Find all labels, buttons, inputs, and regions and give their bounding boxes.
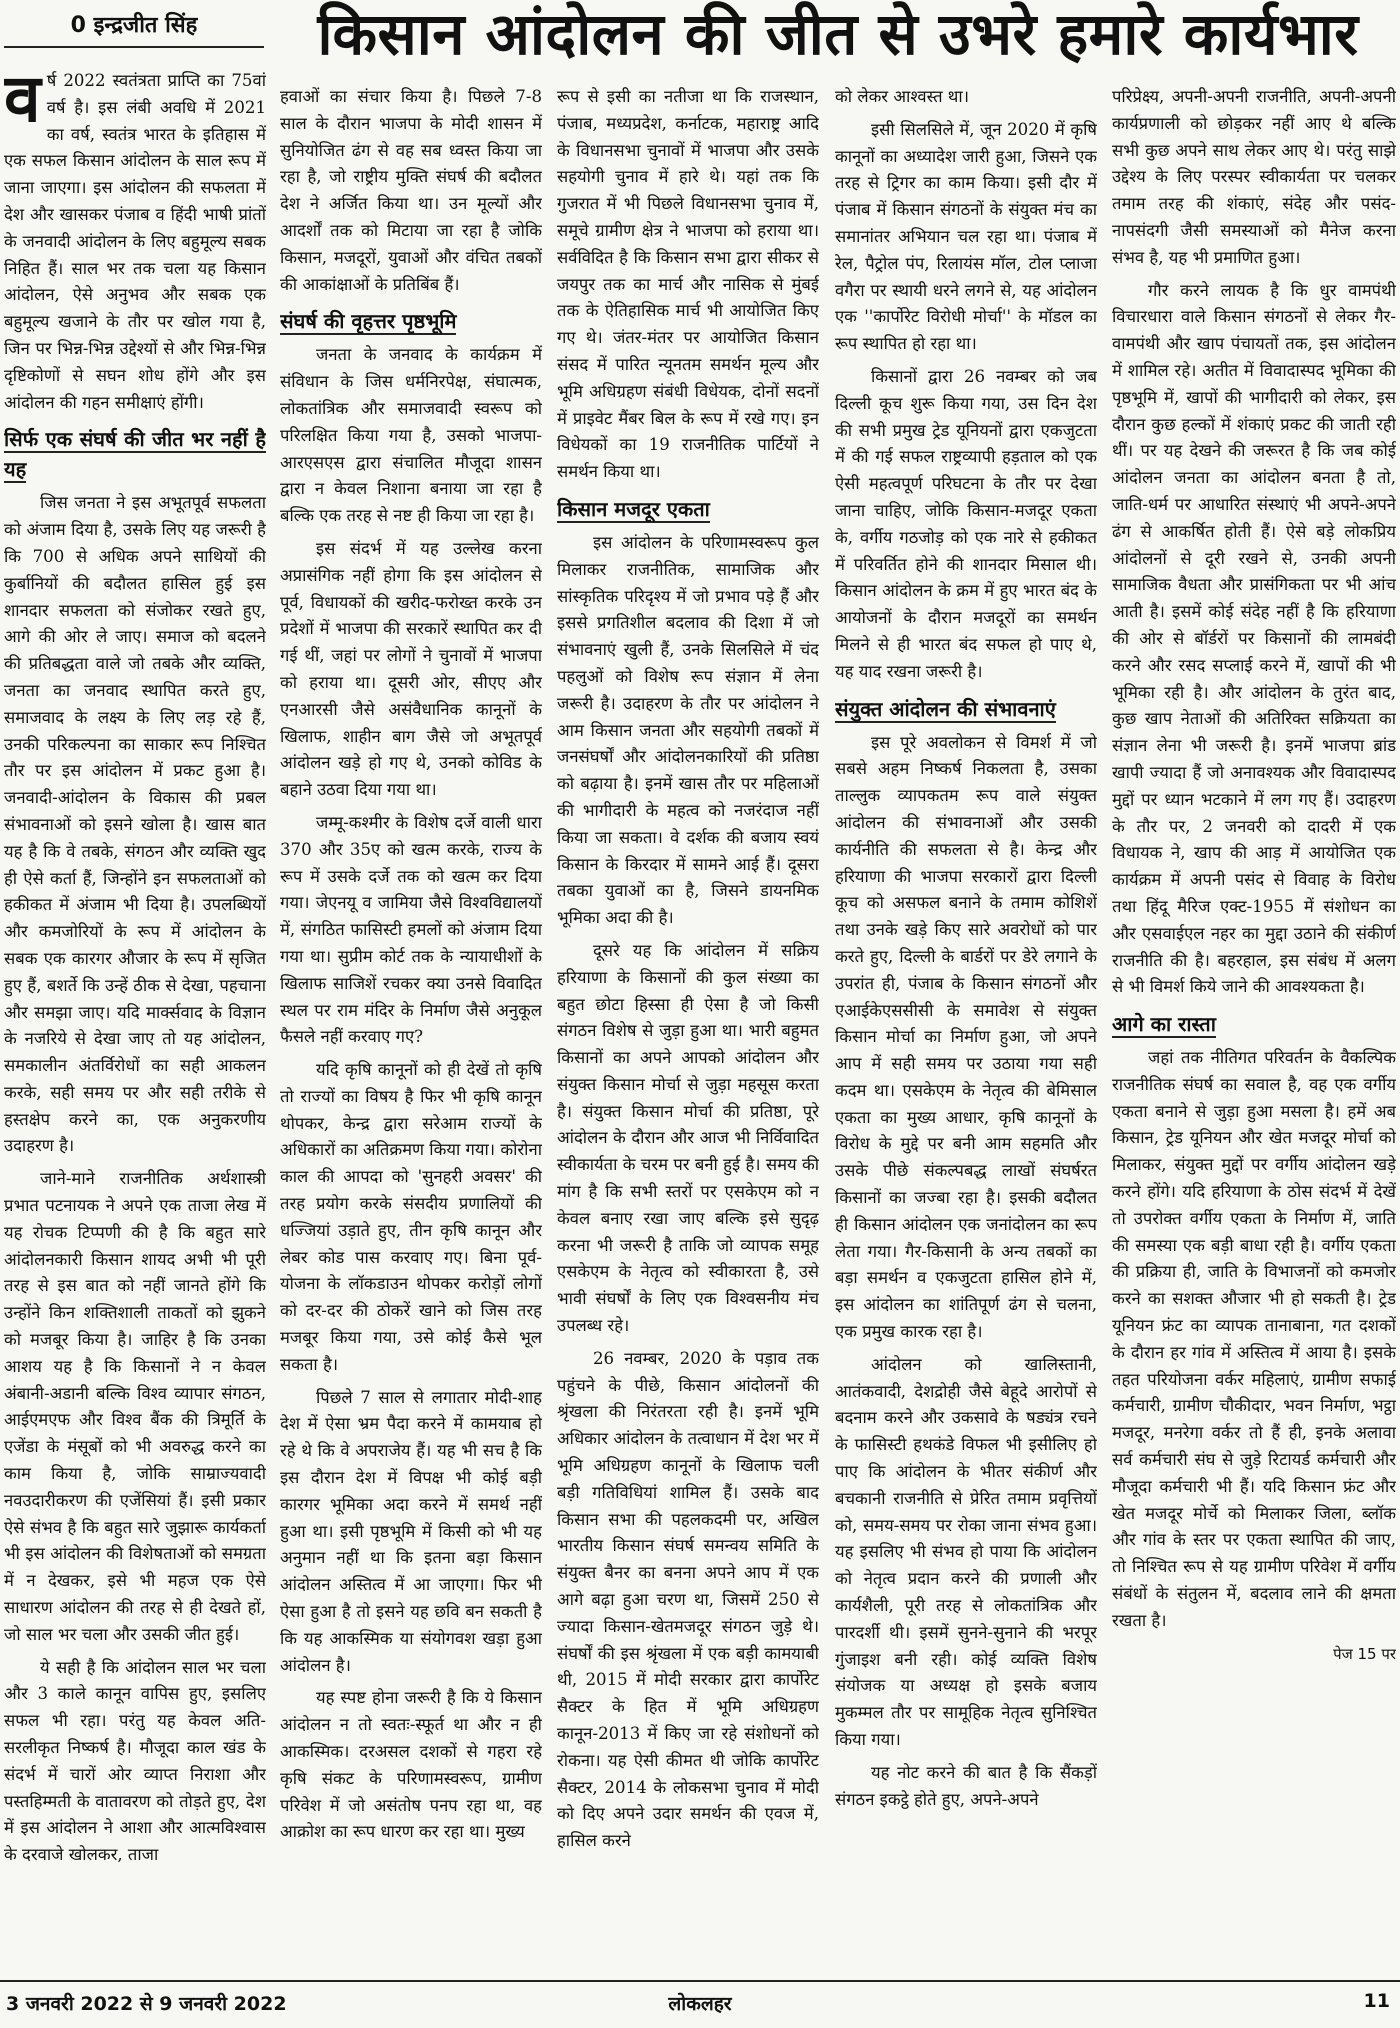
article-column-3 xyxy=(557,84,819,1989)
paragraph: किसानों द्वारा 26 नवम्बर को जब दिल्ली कूच शुरू किया गया, उस दिन देश की सभी प्रमुख ट्रेड यूनियनों द्वारा एकजुटता में की गई सफल राष्ट्रव्यापी हड़ताल को एक ऐसी महत्वपूर्ण परिघटना के तौर पर देखा जाना चाहिए, जोकि किसान-मजदूर एकता के, वर्गीय गठजोड़ को एक नारे से हकीकत में परिवर्तित होने की शानदार मिसाल थी। किसान आंदोलन के क्रम में हुए भारत बंद के आयोजनों के दौरान मजदूरों का समर्थन मिलने से ही भारत बंद सफल हो पाए थे, यह याद रखना जरूरी है। xyxy=(835,366,1097,681)
subheading: आगे का रास्ता xyxy=(1112,1012,1216,1037)
subheading: संघर्ष की वृहत्तर पृष्ठभूमि xyxy=(280,309,457,334)
newspaper-name: लोकलहर xyxy=(668,1993,732,2015)
paragraph: यह स्पष्ट होना जरूरी है कि ये किसान आंदोलन न तो स्वतः-स्फूर्त था और न ही आकस्मिक। दरअसल दशकों से गहरा रहे कृषि संकट के परिणामस्वरूप, ग्रामीण परिवेश में जो असंतोष पनप रहा था, वह आक्रोश का रूप धारण कर रहा था। मुख्य xyxy=(280,1688,542,1842)
paragraph: दूसरे यह कि आंदोलन में सक्रिय हरियाणा के किसानों की कुल संख्या का बहुत छोटा हिस्सा ही ऐसा है जो किसी संगठन विशेष से जुड़ा हुआ था। भारी बहुमत किसानों का अपने आपको आंदोलन और संयुक्त किसान मोर्चा से जुड़ा महसूस करता है। संयुक्त किसान मोर्चा की प्रतिष्ठा, पूरे आंदोलन के दौरान और आज भी निर्विवादित स्वीकार्यता के चरम पर बनी हुई है। समय की मांग है कि सभी स्तरों पर एसकेएम को न केवल बनाए रखा जाए बल्कि इसे सुदृढ़ करना भी जरूरी है ताकि जो व्यापक समूह एसकेएम के नेतृत्व को स्वीकारता है, उसे भावी संघर्षों के लिए एक विश्वसनीय मंच उपलब्ध रहे। xyxy=(557,940,819,1336)
paragraph: ये सही है कि आंदोलन साल भर चला और 3 काले कानून वापिस हुए, इसलिए सफल भी रहा। परंतु यह केवल अति-सरलीकृत निष्कर्ष है। मौजूदा काल खंड के संदर्भ में चारों ओर व्याप्त निराशा और पस्तहिम्मती के वातावरण को तोड़ते हुए, देश में इस आंदोलन ने आशा और आत्मविश्वास के दरवाजे खोलकर, ताजा xyxy=(4,1657,266,1865)
paragraph: आंदोलन को खालिस्तानी, आतंकवादी, देशद्रोही जैसे बेहूदे आरोपों से बदनाम करने और उकसावे के षड्यंत्र रचने के फासिस्टी हथकंडे विफल भी इसीलिए हो पाए कि आंदोलन के भीतर संकीर्ण और बचकानी राजनीति से प्रेरित तमाम प्रवृत्तियों को, समय-समय पर रोका जाना संभव हुआ। यह इसलिए भी संभव हो पाया कि आंदोलन को नेतृत्व प्रदान करने की प्रणाली और कार्यशैली, पूरी तरह से लोकतांत्रिक और पारदर्शी थी। इसमें सुनने-सुनाने की भरपूर गुंजाइश बनी रही। कोई व्यक्ति विशेष संयोजक या अध्यक्ष हो इसके बजाय मुकम्मल तौर पर सामूहिक नेतृत्व सुनिश्चित किया गया। xyxy=(835,1354,1097,1750)
paragraph: 26 नवम्बर, 2020 के पड़ाव तक पहुंचने के पीछे, किसान आंदोलनों की श्रृंखला की निरंतरता रही है। इनमें भूमि अधिकार आंदोलन के तत्वाधान में देश भर में भूमि अधिग्रहण कानूनों के खिलाफ चली बड़ी गतिविधियां शामिल हैं। उसके बाद किसान सभा की पहलकदमी पर, अखिल भारतीय किसान संघर्ष समन्वय समिति के संयुक्त बैनर का बनना अपने आप में एक आगे बढ़ा हुआ चरण था, जिसमें 250 से ज्यादा किसान-खेतमजदूर संगठन जुड़े थे। संघर्षों की इस श्रृंखला में एक बड़ी कामयाबी थी, 2015 में मोदी सरकार द्वारा कार्पोरेट सैक्टर के हित में भूमि अधिग्रहण कानून-2013 में किए जा रहे संशोधनों को रोकना। यह ऐसी कीमत थी जोकि कार्पोरेट सैक्टर, 2014 के लोकसभा चुनाव में मोदी को दिए अपने उदार समर्थन की एवज में, हासिल करने xyxy=(557,1348,819,1851)
paragraph: इस पूरे अवलोकन से विमर्श में जो सबसे अहम निष्कर्ष निकलता है, उसका ताल्लुक व्यापकतम रूप वाले संयुक्त आंदोलन की संभावनाओं और उसकी कार्यनीति की सफलता से है। केन्द्र और हरियाणा की भाजपा सरकारों द्वारा दिल्ली कूच को असफल बनाने के तमाम कोशिशें तथा उनके खड़े किए सारे अवरोधों को पार करते हुए, दिल्ली के बार्डरों पर डेरे लगाने के उपरांत ही, पंजाब के किसान संगठनों और एआईकेएससीसी के समावेश से संयुक्त किसान मोर्चा का निर्माण हुआ, जो अपने आप में सही समय पर उठाया गया सही कदम था। एसकेएम के नेतृत्व की बेमिसाल एकता का मुख्य आधार, कृषि कानूनों के विरोध के मुद्दे पर बनी आम सहमति और उसके पीछे संकल्पबद्ध लाखों संघर्षरत किसानों का जज्बा रहा है। इसकी बदौलत ही किसान आंदोलन एक जनांदोलन का रूप लेता गया। गैर-किसानी के अन्य तबकों का बड़ा समर्थन व एकजुटता हासिल होने में, इस आंदोलन का शांतिपूर्ण ढंग से चलना, एक प्रमुख कारक रहा है। xyxy=(835,732,1097,1342)
article-column-4 xyxy=(835,84,1097,1989)
continued-on-page: पेज 15 पर xyxy=(1333,1644,1396,1663)
drop-cap: व xyxy=(4,68,41,137)
paragraph: यह नोट करने की बात है कि सैंकड़ों संगठन इकट्ठे होते हुए, अपने-अपने xyxy=(835,1762,1097,1809)
article-column-1 xyxy=(4,68,266,1973)
paragraph: गौर करने लायक है कि धुर वामपंथी विचारधारा वाले किसान संगठनों से लेकर गैर-वामपंथी और खाप पंचायतों तक, इस आंदोलन में शामिल रहे। अतीत में विवादास्पद भूमिका की पृष्ठभूमि में, खापों की भागीदारी को लेकर, इस दौरान कुछ हल्कों में शंकाएं प्रकट की जाती रही थीं। पर यह देखने की जरूरत है कि जब कोई आंदोलन जनता का आंदोलन बनता है तो, जाति-धर्म पर आधारित संस्थाएं भी अपने-अपने ढंग से आकर्षित होती हैं। ऐसे बड़े लोकप्रिय आंदोलनों से दूरी रखने से, उनकी अपनी सामाजिक वैधता और प्रासंगिकता पर भी आंच आती है। इसमें कोई संदेह नहीं है कि हरियाणा की ओर से बॉर्डरों पर किसानों की लामबंदी करने और रसद सप्लाई करने में, खापों की भी भूमिका रही है। और आंदोलन के तुरंत बाद, कुछ खाप नेताओं की अतिरिक्त सक्रियता का संज्ञान लेना भी जरूरी है। इनमें भाजपा ब्रांड खापी ज्यादा हैं जो अनावश्यक और विवादास्पद मुद्दों पर ध्यान भटकाने में लग गए हैं। उदाहरण के तौर पर, 2 जनवरी को दादरी में एक विधायक ने, खाप की आड़ में आयोजित एक कार्यक्रम में अपनी पसंद से विवाह के विरोध तथा हिंदू मैरिज एक्ट-1955 में संशोधन का और एसवाईएल नहर का मुद्दा उठाने की संकीर्ण राजनीति की है। बहरहाल, इस संबंध में अलग से भी विमर्श किये जाने की आवश्यकता है। xyxy=(1112,280,1396,997)
paragraph: जहां तक नीतिगत परिवर्तन के वैकल्पिक राजनीतिक संघर्ष का सवाल है, वह एक वर्गीय एकता बनाने से जुड़ा हुआ मसला है। हमें अब किसान, ट्रेड यूनियन और खेत मजदूर मोर्चा को मिलाकर, संयुक्त मुद्दों पर वर्गीय आंदोलन खड़े करने होंगे। यदि हरियाणा के ठोस संदर्भ में देखें तो उपरोक्त वर्गीय एकता के निर्माण में, जाति की समस्या एक बड़ी बाधा रही है। वर्गीय एकता की प्रक्रिया ही, जाति के विभाजनों को कमजोर करने का सशक्त औजार भी हो सकती है। ट्रेड यूनियन फ्रंट का व्यापक तानाबाना, गत दशकों के दौरान हर गांव में अस्तित्व में आया है। इसके तहत परियोजना वर्कर महिलाएं, ग्रामीण सफाई कर्मचारी, ग्रामीण चौकीदार, भवन निर्माण, भट्ठा मजदूर, मनरेगा वर्कर तो हैं ही, इनके अलावा सर्व कर्मचारी संघ से जुड़े रिटायर्ड कर्मचारी और मौजूदा कर्मचारी भी हैं। यदि किसान फ्रंट और खेत मजदूर मोर्चे को मिलाकर जिला, ब्लॉक और गांव के स्तर पर एकता स्थापित की जाए, तो निश्चित रूप से यह ग्रामीण परिवेश में वर्गीय संबंधों के संतुलन में, बदलाव लाने की क्षमता रखता है। xyxy=(1112,1048,1396,1630)
paragraph: जनता के जनवाद के कार्यक्रम में संविधान के जिस धर्मनिरपेक्ष, संघात्मक, लोकतांत्रिक और समाजवादी स्वरूप को परिलक्षित किया गया है, उसको भाजपा-आरएसएस द्वारा संचालित मौजूदा शासन द्वारा न केवल निशाना बनाया जा रहा है बल्कि एक तरह से नष्ट ही किया जा रहा है। xyxy=(280,345,542,526)
article-column-5 xyxy=(1112,84,1396,1989)
subheading: सिर्फ एक संघर्ष की जीत भर नहीं है यह xyxy=(4,427,266,482)
paragraph: को लेकर आश्वस्त था। xyxy=(835,87,969,106)
page-number: 11 xyxy=(1363,1990,1390,2012)
subheading: संयुक्त आंदोलन की संभावनाएं xyxy=(835,696,1056,721)
paragraph: वर्ष 2022 स्वतंत्रता प्राप्ति का 75वां वर्ष है। इस लंबी अवधि में 2021 का वर्ष, स्वतंत्र भारत के इतिहास में एक सफल किसान आंदोलन के साल रूप में जाना जाएगा। इस आंदोलन की सफलता में देश और खासकर पंजाब व हिंदी भाषी प्रांतों के जनवादी आंदोलन के लिए बहुमूल्य सबक निहित हैं। साल भर तक चला यह किसान आंदोलन, ऐसे अनुभव और सबक एक बहुमूल्य खजाने के तौर पर खोल गया है, जिन पर भिन्न-भिन्न उद्देश्यों से और भिन्न-भिन्न दृष्टिकोणों से सघन शोध होंगे और इस आंदोलन की गहन समीक्षाएं होंगी। xyxy=(4,68,266,412)
issue-date: 3 जनवरी 2022 से 9 जनवरी 2022 xyxy=(6,1993,287,2015)
paragraph: इस आंदोलन के परिणामस्वरूप कुल मिलाकर राजनीतिक, सामाजिक और सांस्कृतिक परिदृश्य में जो प्रभाव पड़े हैं और इससे प्रगतिशील बदलाव की दिशा में जो संभावनाएं खुली हैं, उनके सिलसिले में चंद पहलुओं को विशेष रूप संज्ञान में लेना जरूरी है। उदाहरण के तौर पर आंदोलन ने आम किसान जनता और सहयोगी तबकों में जनसंघर्षों और आंदोलनकारियों की प्रतिष्ठा को बढ़ाया है। इनमें खास तौर पर महिलाओं की भागीदारी के महत्व को नजरंदाज नहीं किया जा सकता। वे दर्शक की बजाय स्वयं किसान के किरदार में सामने आई हैं। दूसरा तबका युवाओं का है, जिसने डायनमिक भूमिका अदा की है। xyxy=(557,532,819,928)
paragraph: यदि कृषि कानूनों को ही देखें तो कृषि तो राज्यों का विषय है फिर भी कृषि कानून थोपकर, केन्द्र द्वारा सरेआम राज्यों के अधिकारों का अतिक्रमण किया गया। कोरोना काल की आपदा को 'सुनहरी अवसर' की तरह प्रयोग करके संसदीय प्रणालियों की धज्जियां उड़ाते हुए, तीन कृषि कानून और लेबर कोड पास करवाए गए। बिना पूर्व-योजना के लॉकडाउन थोपकर करोड़ों लोगों को दर-दर की ठोकरें खाने को जिस तरह मजबूर किया गया, उसे कोई कैसे भूल सकता है। xyxy=(280,1060,542,1374)
paragraph: हवाओं का संचार किया है। पिछले 7-8 साल के दौरान भाजपा के मोदी शासन में सुनियोजित ढंग से वह सब ध्वस्त किया जा रहा है, जो राष्ट्रीय मुक्ति संघर्ष की बदौलत देश ने अर्जित किया था। उन मूल्यों और आदर्शों तक को मिटाया जा रहा है जोकि किसान, मजदूरों, युवाओं और वंचित तबकों की आकांक्षाओं के प्रतिबिंब हैं। xyxy=(280,87,542,294)
paragraph: रूप से इसी का नतीजा था कि राजस्थान, पंजाब, मध्यप्रदेश, कर्नाटक, महाराष्ट्र आदि के विधानसभा चुनावों में भाजपा और उसके सहयोगी चुनाव में हारे थे। यहां तक कि गुजरात में भी पिछले विधानसभा चुनाव में, समूचे ग्रामीण क्षेत्र ने भाजपा को हराया था। सर्वविदित है कि किसान सभा द्वारा सीकर से जयपुर तक का मार्च और नासिक से मुंबई तक के ऐतिहासिक मार्च भी आयोजित किए गए थे। जंतर-मंतर पर आयोजित किसान संसद में पारित न्यूनतम समर्थन मूल्य और भूमि अधिग्रहण संबंधी विधेयक, दोनों सदनों में प्राइवेट मैंबर बिल के रूप में रखे गए। इन विधेयकों का 19 राजनीतिक पार्टियों ने समर्थन किया था। xyxy=(557,87,819,482)
paragraph: इस संदर्भ में यह उल्लेख करना अप्रासंगिक नहीं होगा कि इस आंदोलन से पूर्व, विधायकों की खरीद-फरोख्त करके उन प्रदेशों में भाजपा की सरकारें स्थापित कर दी गई थीं, जहां पर लोगों ने चुनावों में भाजपा को हराया था। दूसरी ओर, सीएए और एनआरसी जैसे असंवैधानिक कानूनों के खिलाफ, शाहीन बाग जैसे जो अभूतपूर्व आंदोलन खड़े हो गए थे, उनको कोविड के बहाने उठवा दिया गया था। xyxy=(280,538,542,800)
paragraph: जिस जनता ने इस अभूतपूर्व सफलता को अंजाम दिया है, उसके लिए यह जरूरी है कि 700 से अधिक अपने साथियों की कुर्बानियों की बदौलत हासिल हुई इस शानदार सफलता को संजोकर रखते हुए, आगे की ओर ले जाए। समाज को बदलने की प्रतिबद्धता वाले जो तबके और व्यक्ति, जनता का जनवाद स्थापित करते हुए, समाजवाद के लक्ष्य के लिए लड़ रहे हैं, उनकी परिकल्पना का साकार रूप निश्चित तौर पर इस आंदोलन में प्रकट हुआ है। जनवादी-आंदोलन के विकास की प्रबल संभावनाओं को इसने खोला है। खास बात यह है कि वे तबके, संगठन और व्यक्ति खुद ही ऐसे कर्ता हैं, जिन्होंने इन सफलताओं को हकीकत में अंजाम भी दिया है। उपलब्धियों और कमजोरियों के रूप में आंदोलन के सबक एक कारगर औजार के रूप में सृजित हुए हैं, बशर्ते कि उन्हें ठीक से देखा, पहचाना और समझा जाए। यदि मार्क्सवाद के विज्ञान के नजरिये से देखा जाए तो यह आंदोलन, समकालीन अंतर्विरोधों का सही आकलन करके, सही समय पर और सही तरीके से हस्तक्षेप करने का, एक अनुकरणीय उदाहरण है। xyxy=(4,493,266,1156)
paragraph: इसी सिलसिले में, जून 2020 में कृषि कानूनों का अध्यादेश जारी हुआ, जिसने एक तरह से ट्रिगर का काम किया। इसी दौर में पंजाब में किसान संगठनों के संयुक्त मंच का समानांतर अभियान चल रहा था। पंजाब में रेल, पैट्रोल पंप, रिलायंस मॉल, टोल प्लाजा वगैरा पर स्थायी धरने लगने से, यह आंदोलन एक ''कार्पोरेट विरोधी मोर्चा'' के मॉडल का रूप स्थापित हो रहा था। xyxy=(835,119,1097,354)
paragraph: पिछले 7 साल से लगातार मोदी-शाह देश में ऐसा भ्रम पैदा करने में कामयाब हो रहे थे कि वे अपराजेय हैं। यह भी सच है कि इस दौरान देश में विपक्ष भी कोई बड़ी कारगर भूमिका अदा करने में समर्थ नहीं हुआ था। इसी पृष्ठभूमि में किसी को भी यह अनुमान नहीं था कि इतना बड़ा किसान आंदोलन अस्तित्व में आ जाएगा। फिर भी ऐसा हुआ है तो इसने यह छवि बन सकती है कि यह आकस्मिक या संयोगवश खड़ा हुआ आंदोलन है। xyxy=(280,1387,542,1675)
subheading: किसान मजदूर एकता xyxy=(557,496,710,521)
headline: किसान आंदोलन की जीत से उभरे हमारे कार्यभार xyxy=(317,0,1359,68)
paragraph: परिप्रेक्ष्य, अपनी-अपनी राजनीति, अपनी-अपनी कार्यप्रणाली को छोड़कर नहीं आए थे बल्कि सभी कुछ अपने साथ लेकर आए थे। परंतु साझे उद्देश्य के लिए परस्पर स्वीकार्यता पर चलकर तमाम तरह की शंकाएं, संदेह और पसंद-नापसंदगी जैसी समस्याओं को मैनेज करना संभव है, यह भी प्रमाणित हुआ। xyxy=(1112,87,1396,267)
paragraph: जाने-माने राजनीतिक अर्थशास्त्री प्रभात पटनायक ने अपने एक ताजा लेख में यह रोचक टिप्पणी की है कि बहुत सारे आंदोलनकारी किसान शायद अभी भी पूरी तरह से इस बात को नहीं जानते होंगे कि उन्होंने किन शक्तिशाली ताकतों को झुकने को मजबूर किया है। जाहिर है कि उनका आशय यह है कि किसानों ने न केवल अंबानी-अडानी बल्कि विश्व व्यापार संगठन, आईएमएफ और विश्व बैंक की त्रिमूर्ति के एजेंडा के मंसूबों को भी अवरुद्ध करने का काम किया है, जोकि साम्राज्यवादी नवउदारीकरण की एजेंसियां हैं। इसी प्रकार ऐसे संभव है कि बहुत सारे जुझारू कार्यकर्ता भी इस आंदोलन की विशेषताओं को समग्रता में न देखकर, इसे भी महज एक ऐसे साधारण आंदोलन की तरह से ही देखते हों, जो साल भर चला और उसकी जीत हुई। xyxy=(4,1169,266,1644)
page-footer xyxy=(0,1980,1400,2022)
article-column-2 xyxy=(280,84,542,1989)
byline: 0 इन्द्रजीत सिंह xyxy=(4,6,264,48)
paragraph: जम्मू-कश्मीर के विशेष दर्जे वाली धारा 370 और 35ए को खत्म करके, राज्य के रूप में उसके दर्जे तक को खत्म कर दिया गया। जेएनयू व जामिया जैसे विश्वविद्यालयों में, संगठित फासिस्टी हमलों को अंजाम दिया गया था। सुप्रीम कोर्ट तक के न्यायाधीशों के खिलाफ साजिशें रचकर क्या उनसे विवादित स्थल पर राम मंदिर के निर्माण जैसे अनुकूल फैसले नहीं करवाए गए? xyxy=(280,812,542,1047)
